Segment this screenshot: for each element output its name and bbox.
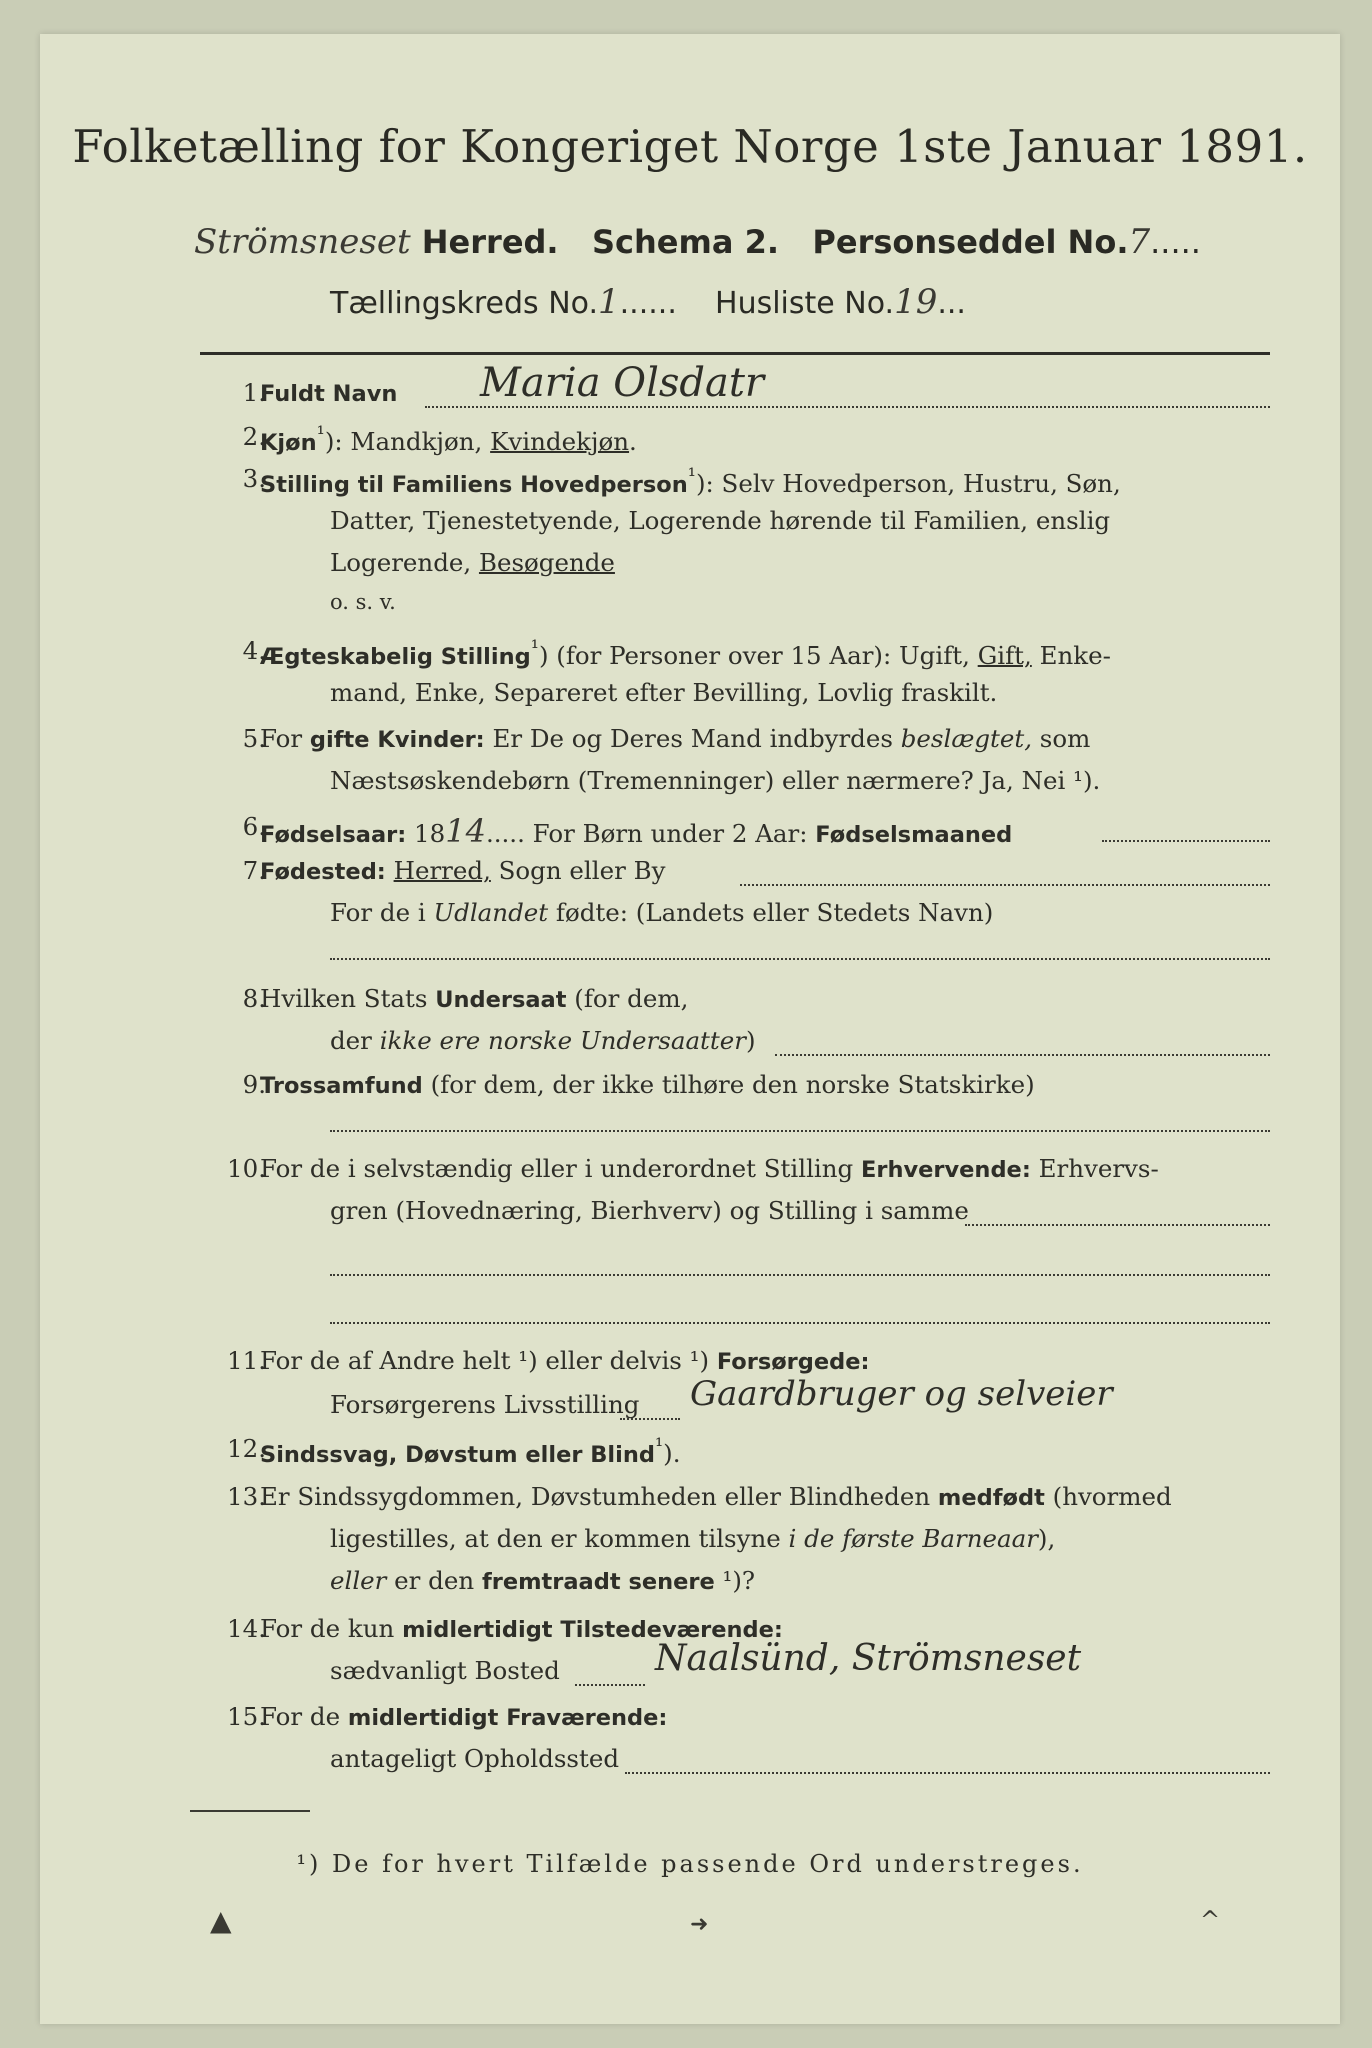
- field-10-text1b: Erhvervs-: [1030, 1154, 1159, 1183]
- field-8-dots: [775, 1054, 1270, 1056]
- herred-value: Strömsneset: [194, 222, 411, 262]
- personseddel-label: Personseddel No.: [812, 223, 1129, 261]
- field-7-line2: [330, 898, 993, 927]
- field-5-number: 5.: [242, 724, 266, 753]
- field-13-text3b: ¹)?: [714, 1566, 756, 1595]
- field-10-dots: [965, 1224, 1270, 1226]
- field-3-sup: ¹: [687, 464, 696, 488]
- header-rule: [200, 352, 1270, 355]
- field-13-text1b: (hvormed: [1044, 1482, 1172, 1511]
- field-8-text1a: Hvilken Stats: [260, 984, 436, 1013]
- kreds-label: Tællingskreds No.: [330, 286, 598, 321]
- field-14-line2: sædvanligt Bosted: [330, 1656, 560, 1685]
- field-9-dots: [330, 1130, 1270, 1132]
- field-13-text2a: ligestilles, at den er kommen tilsyne: [330, 1524, 789, 1553]
- field-3-text1: ): Selv Hovedperson, Hustru, Søn,: [695, 469, 1121, 499]
- field-7-label: Fødested:: [260, 859, 386, 885]
- field-4-underlined: Gift,: [977, 641, 1032, 671]
- field-6-dots: [1102, 840, 1270, 842]
- field-1-dots: [425, 406, 1270, 408]
- field-12-row: [260, 1434, 681, 1468]
- field-12-label: Sindssvag, Døvstum eller Blind: [260, 1442, 655, 1469]
- field-4-sup: ¹: [530, 636, 539, 660]
- field-13-line1: [260, 1482, 1172, 1511]
- field-14-dots: [575, 1684, 645, 1686]
- field-4-line1: [260, 636, 1111, 670]
- field-8-text1b: (for dem,: [566, 984, 689, 1013]
- field-15-label: midlertidigt Fraværende:: [347, 1705, 668, 1731]
- field-13-number: 13.: [227, 1482, 266, 1511]
- field-15-text1a: For de: [260, 1702, 348, 1731]
- husliste-label: Husliste No.: [715, 286, 895, 321]
- field-5-text1a: Er De og Deres Mand indbyrdes: [484, 724, 901, 753]
- field-13-text1a: Er Sindssygdommen, Døvstumheden eller Blindheden: [260, 1482, 938, 1511]
- field-6-number: 6.: [242, 812, 266, 841]
- field-13-label-2: fremtraadt senere: [481, 1569, 715, 1595]
- field-6-label: Fødselsaar:: [260, 822, 407, 848]
- field-6-prefix: 18: [406, 819, 446, 848]
- footnote: ¹) De for hvert Tilfælde passende Ord understreges.: [296, 1850, 1084, 1878]
- field-2-sup: ¹: [316, 422, 325, 446]
- field-10-label: Erhvervende:: [861, 1157, 1031, 1183]
- field-15-line1: [260, 1702, 667, 1731]
- field-15-number: 15.: [227, 1702, 266, 1731]
- field-12-end: ).: [663, 1439, 681, 1469]
- field-3-line3: [330, 548, 615, 577]
- field-7-line1: [260, 856, 665, 885]
- field-7-underlined: Herred,: [393, 856, 491, 885]
- field-3-underlined: Besøgende: [478, 548, 615, 577]
- field-11-dots: [620, 1418, 680, 1420]
- field-1-row: [260, 378, 397, 407]
- field-2-number: 2.: [242, 422, 266, 451]
- field-8-text2a: der: [330, 1026, 380, 1055]
- field-7-italic: Udlandet: [433, 898, 549, 927]
- field-3-number: 3.: [242, 464, 266, 493]
- field-7-dots: [740, 884, 1270, 886]
- personseddel-value: 7: [1128, 222, 1151, 262]
- field-5-italic: beslægtet,: [900, 724, 1033, 753]
- field-8-label: Undersaat: [435, 987, 567, 1013]
- field-4-text1a: ) (for Personer over 15 Aar): Ugift,: [538, 641, 978, 671]
- field-2-end: .: [629, 427, 637, 457]
- field-8-line2: [330, 1026, 756, 1055]
- ink-mark-left: ▲: [210, 1904, 232, 1937]
- form-title: Folketælling for Kongeriget Norge 1ste Januar 1891.: [72, 120, 1308, 173]
- field-5-text1b: som: [1032, 724, 1091, 753]
- field-13-line3: [330, 1566, 755, 1595]
- field-15-dots: [625, 1772, 1270, 1774]
- field-2-underlined: Kvindekjøn: [490, 427, 630, 457]
- field-12-sup: ¹: [654, 1434, 664, 1458]
- field-11-value: Gaardbruger og selveier: [690, 1374, 1113, 1414]
- field-2-label: Kjøn: [260, 430, 317, 457]
- field-10-text1a: For de i selvstændig eller i underordnet Stilling: [260, 1154, 861, 1183]
- field-11-number: 11.: [227, 1346, 266, 1375]
- field-13-text3a: er den: [386, 1566, 482, 1595]
- field-13-italic-2: eller: [330, 1566, 387, 1595]
- schema-label: Schema 2.: [592, 223, 779, 261]
- field-15-line2: antageligt Opholdssted: [330, 1744, 619, 1773]
- field-11-line2: Forsørgerens Livsstilling: [330, 1390, 640, 1419]
- ink-mark-center: ➜: [690, 1912, 709, 1937]
- field-13-italic: i de første Barneaar: [788, 1524, 1038, 1553]
- field-6-text: For Børn under 2 Aar:: [524, 819, 816, 848]
- field-11-label: Forsørgede:: [716, 1349, 870, 1375]
- form-header-line: Strömsneset Herred. Schema 2. Personseddel No.7.....: [194, 222, 1201, 262]
- field-1-label: Fuldt Navn: [260, 381, 398, 407]
- field-9-row: [260, 1070, 1035, 1099]
- field-7-text2a: For de i: [330, 898, 434, 927]
- field-3-line2: Datter, Tjenestetyende, Logerende hørende til Familien, enslig: [330, 506, 1111, 535]
- field-14-value: Naalsünd, Strömsneset: [655, 1638, 1082, 1679]
- field-9-text: (for dem, der ikke tilhøre den norske Statskirke): [422, 1070, 1035, 1099]
- field-12-number: 12.: [227, 1434, 266, 1463]
- field-10-dots-3: [330, 1322, 1270, 1324]
- field-6-value: 14: [445, 812, 486, 850]
- herred-label: Herred.: [421, 223, 559, 261]
- field-14-label: midlertidigt Tilstedeværende:: [402, 1617, 783, 1643]
- field-10-line1: [260, 1154, 1159, 1183]
- field-11-line1: [260, 1346, 870, 1375]
- field-8-italic: ikke ere norske Undersaatter: [379, 1026, 746, 1055]
- kreds-value: 1: [598, 282, 620, 322]
- field-13-line2: [330, 1524, 1055, 1553]
- field-2-row: [260, 422, 637, 456]
- field-7-text: Sogn eller By: [490, 856, 666, 885]
- field-7-dots-2: [330, 958, 1270, 960]
- field-13-label: medfødt: [937, 1485, 1045, 1511]
- field-3-line1: [260, 464, 1121, 498]
- kreds-line: Tællingskreds No.1...... Husliste No.19...: [330, 282, 966, 322]
- field-14-number: 14.: [227, 1614, 266, 1643]
- field-10-dots-2: [330, 1274, 1270, 1276]
- field-10-number: 10.: [227, 1154, 266, 1183]
- field-8-text2b: ): [745, 1026, 756, 1055]
- field-2-text: ): Mandkjøn,: [324, 427, 491, 457]
- field-10-line2: gren (Hovednæring, Bierhverv) og Stilling i samme: [330, 1196, 969, 1225]
- field-7-text2b: fødte: (Landets eller Stedets Navn): [548, 898, 994, 927]
- census-form-sheet: [40, 34, 1340, 2024]
- field-13-text2b: ),: [1037, 1524, 1056, 1553]
- field-8-line1: [260, 984, 688, 1013]
- field-9-number: 9.: [242, 1070, 266, 1099]
- field-5-pre: For: [260, 724, 310, 753]
- field-5-label: gifte Kvinder:: [309, 727, 485, 753]
- field-5-line2: Næstsøskendebørn (Tremenninger) eller nærmere? Ja, Nei ¹).: [330, 766, 1101, 795]
- field-4-text1b: Enke-: [1031, 641, 1111, 671]
- field-3-line4: o. s. v.: [330, 590, 396, 614]
- husliste-value: 19: [894, 282, 938, 322]
- field-1-value: Maria Olsdatr: [480, 360, 765, 406]
- field-4-label: Ægteskabelig Stilling: [260, 644, 531, 671]
- field-8-number: 8.: [242, 984, 266, 1013]
- field-9-label: Trossamfund: [260, 1073, 423, 1099]
- field-1-number: 1.: [242, 378, 266, 407]
- field-4-number: 4.: [242, 636, 266, 665]
- field-3-label: Stilling til Familiens Hovedperson: [260, 472, 688, 499]
- ink-mark-right: ^: [1200, 1906, 1221, 1934]
- field-14-text1a: For de kun: [260, 1614, 403, 1643]
- field-5-line1: [260, 724, 1090, 753]
- field-6-label2: Fødselsmaaned: [815, 822, 1013, 848]
- footnote-rule: [190, 1810, 310, 1812]
- field-3-text3: Logerende,: [330, 548, 479, 577]
- field-4-line2: mand, Enke, Separeret efter Bevilling, Lovlig fraskilt.: [330, 678, 998, 707]
- field-11-text1a: For de af Andre helt ¹) eller delvis ¹): [260, 1346, 717, 1375]
- field-6-row: Fødselsaar: 1814..... For Børn under 2 Aar: Fødselsmaaned: [260, 812, 1013, 850]
- field-7-number: 7.: [242, 856, 266, 885]
